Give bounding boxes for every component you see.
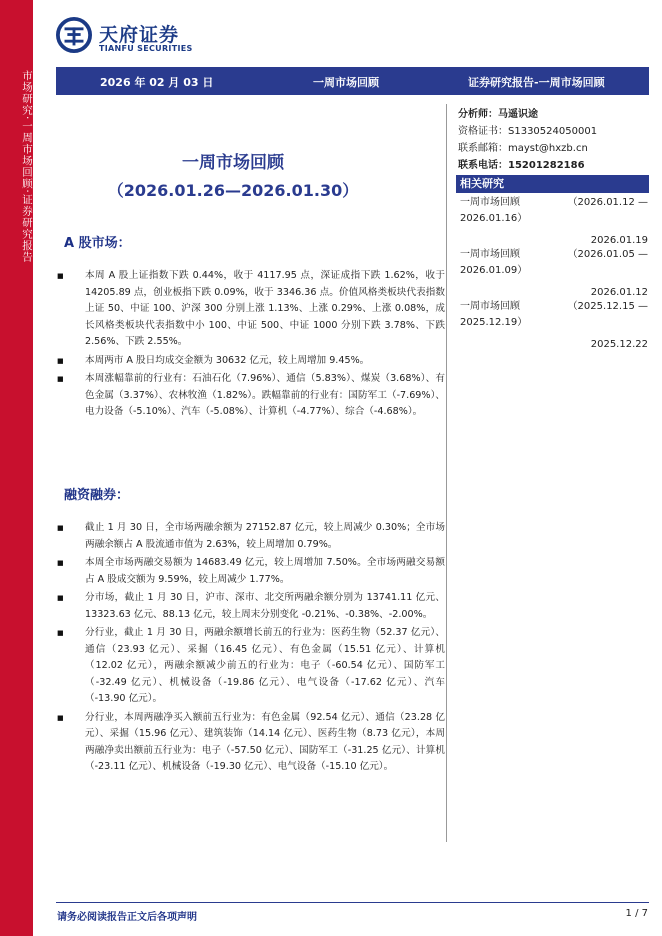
analyst-email[interactable]: 联系邮箱：mayst@hxzb.cn xyxy=(458,143,588,154)
related-research-heading: 相关研究 xyxy=(456,175,649,193)
related-item-range: （2026.01.12 — xyxy=(567,197,648,208)
sidebar-band xyxy=(0,0,33,936)
list-item: ■ 本周 A 股上证指数下跌 0.44%，收于 4117.95 点，深证成指下跌 1.62%，收于 14205.89 点，创业板指下跌 0.09%，收于 3346.36 点。价值风格类板块代表指数上证 50、中证 100、沪深 300 分别上涨 1.13%、上涨 0.29%、上涨 0.08%，成长风格类板块代表指数中小 100、中证 500、中证 1000 分别下跌 3.78%、下跌 2.56%、下跌 2.55%。 xyxy=(85,268,445,351)
section-heading-margin: 融资融券： xyxy=(64,488,130,503)
section-heading-a-share: A 股市场： xyxy=(64,236,131,251)
related-item-range-end: 2025.12.19） xyxy=(460,317,528,328)
footer-disclaimer: 请务必阅读报告正文后各项声明 xyxy=(57,912,197,923)
related-item[interactable] xyxy=(460,247,648,301)
logo-text-en: TIANFU SECURITIES xyxy=(99,44,193,53)
list-item: ■ 分行业，截止 1 月 30 日，两融余额增长前五的行业为：医药生物（52.37 亿元）、通信（23.93 亿元）、采掘（16.45 亿元）、有色金属（15.51 亿元）、计算机（12.02 亿元），两融余额减少前五的行业为：电子（-60.54 亿元）、国防军工（-32.49 亿元）、机械设备（-19.86 亿元）、电气设备（-17.62 亿元）、汽车（-13.90 亿元）。 xyxy=(85,625,445,708)
related-item-date: 2025.12.22 xyxy=(590,339,648,350)
analyst-certificate: 资格证书：S1330524050001 xyxy=(458,126,598,137)
related-item[interactable] xyxy=(460,195,648,249)
list-item: ■ 分行业，本周两融净买入额前五行业为：有色金属（92.54 亿元）、通信（23.28 亿元）、采掘（15.96 亿元）、建筑装饰（14.14 亿元）、医药生物（8.73 亿元），本周两融净卖出额前五行业为：电子（-57.50 亿元）、国防军工（-31.25 亿元）、计算机（-23.11 亿元）、机械设备（-19.30 亿元）、电气设备（-15.10 亿元）。 xyxy=(85,710,445,776)
analyst-phone: 联系电话：15201282186 xyxy=(458,160,585,171)
related-item[interactable] xyxy=(460,299,648,353)
column-divider xyxy=(446,104,447,842)
margin-bullets xyxy=(85,520,445,778)
related-item-title: 一周市场回顾 xyxy=(460,249,520,260)
analyst-info xyxy=(458,106,648,174)
page-number: 1 / 7 xyxy=(625,908,648,919)
a-share-bullets xyxy=(85,268,445,423)
logo-icon xyxy=(56,17,92,53)
header-report-type: 证券研究报告-一周市场回顾 xyxy=(468,76,605,89)
related-item-range-end: 2026.01.09） xyxy=(460,265,528,276)
related-item-title: 一周市场回顾 xyxy=(460,301,520,312)
logo-text-cn: 天府证券 xyxy=(99,24,180,46)
related-item-range: （2026.01.05 — xyxy=(567,249,648,260)
page-subtitle: （2026.01.26—2026.01.30） xyxy=(107,181,359,200)
header-bar xyxy=(56,67,649,95)
header-report-name: 一周市场回顾 xyxy=(313,76,379,89)
page-title: 一周市场回顾 xyxy=(182,153,284,173)
sidebar-label: 市场研究·一周市场回顾·证券研究报告 xyxy=(21,70,33,263)
list-item: ■ 截止 1 月 30 日，全市场两融余额为 27152.87 亿元，较上周减少 0.30%；全市场两融余额占 A 股流通市值为 2.63%，较上周增加 0.79%。 xyxy=(85,520,445,553)
list-item: ■ 本周两市 A 股日均成交金额为 30632 亿元，较上周增加 9.45%。 xyxy=(85,353,445,370)
related-item-range: （2025.12.15 — xyxy=(567,301,648,312)
related-item-range-end: 2026.01.16） xyxy=(460,213,528,224)
list-item: ■ 本周全市场两融交易额为 14683.49 亿元，较上周增加 7.50%。全市场两融交易额占 A 股成交额为 9.59%，较上周减少 1.77%。 xyxy=(85,555,445,588)
analyst-name: 分析师：马遥识途 xyxy=(458,109,538,120)
related-item-date: 2026.01.19 xyxy=(590,235,648,246)
related-item-date: 2026.01.12 xyxy=(590,287,648,298)
list-item: ■ 分市场，截止 1 月 30 日，沪市、深市、北交所两融余额分别为 13741.11 亿元、13323.63 亿元、88.13 亿元，较上周末分别变化 -0.21%、-0.38%、-2.00%。 xyxy=(85,590,445,623)
report-date: 2026 年 02 月 03 日 xyxy=(100,76,214,89)
related-item-title: 一周市场回顾 xyxy=(460,197,520,208)
footer-divider xyxy=(56,902,649,903)
list-item: ■ 本周涨幅靠前的行业有：石油石化（7.96%）、通信（5.83%）、煤炭（3.68%）、有色金属（3.37%）、农林牧渔（1.82%）。跌幅靠前的行业有：国防军工（-7.69%）、电力设备（-5.10%）、汽车（-5.08%）、计算机（-4.77%）、综合（-4.68%）。 xyxy=(85,371,445,421)
